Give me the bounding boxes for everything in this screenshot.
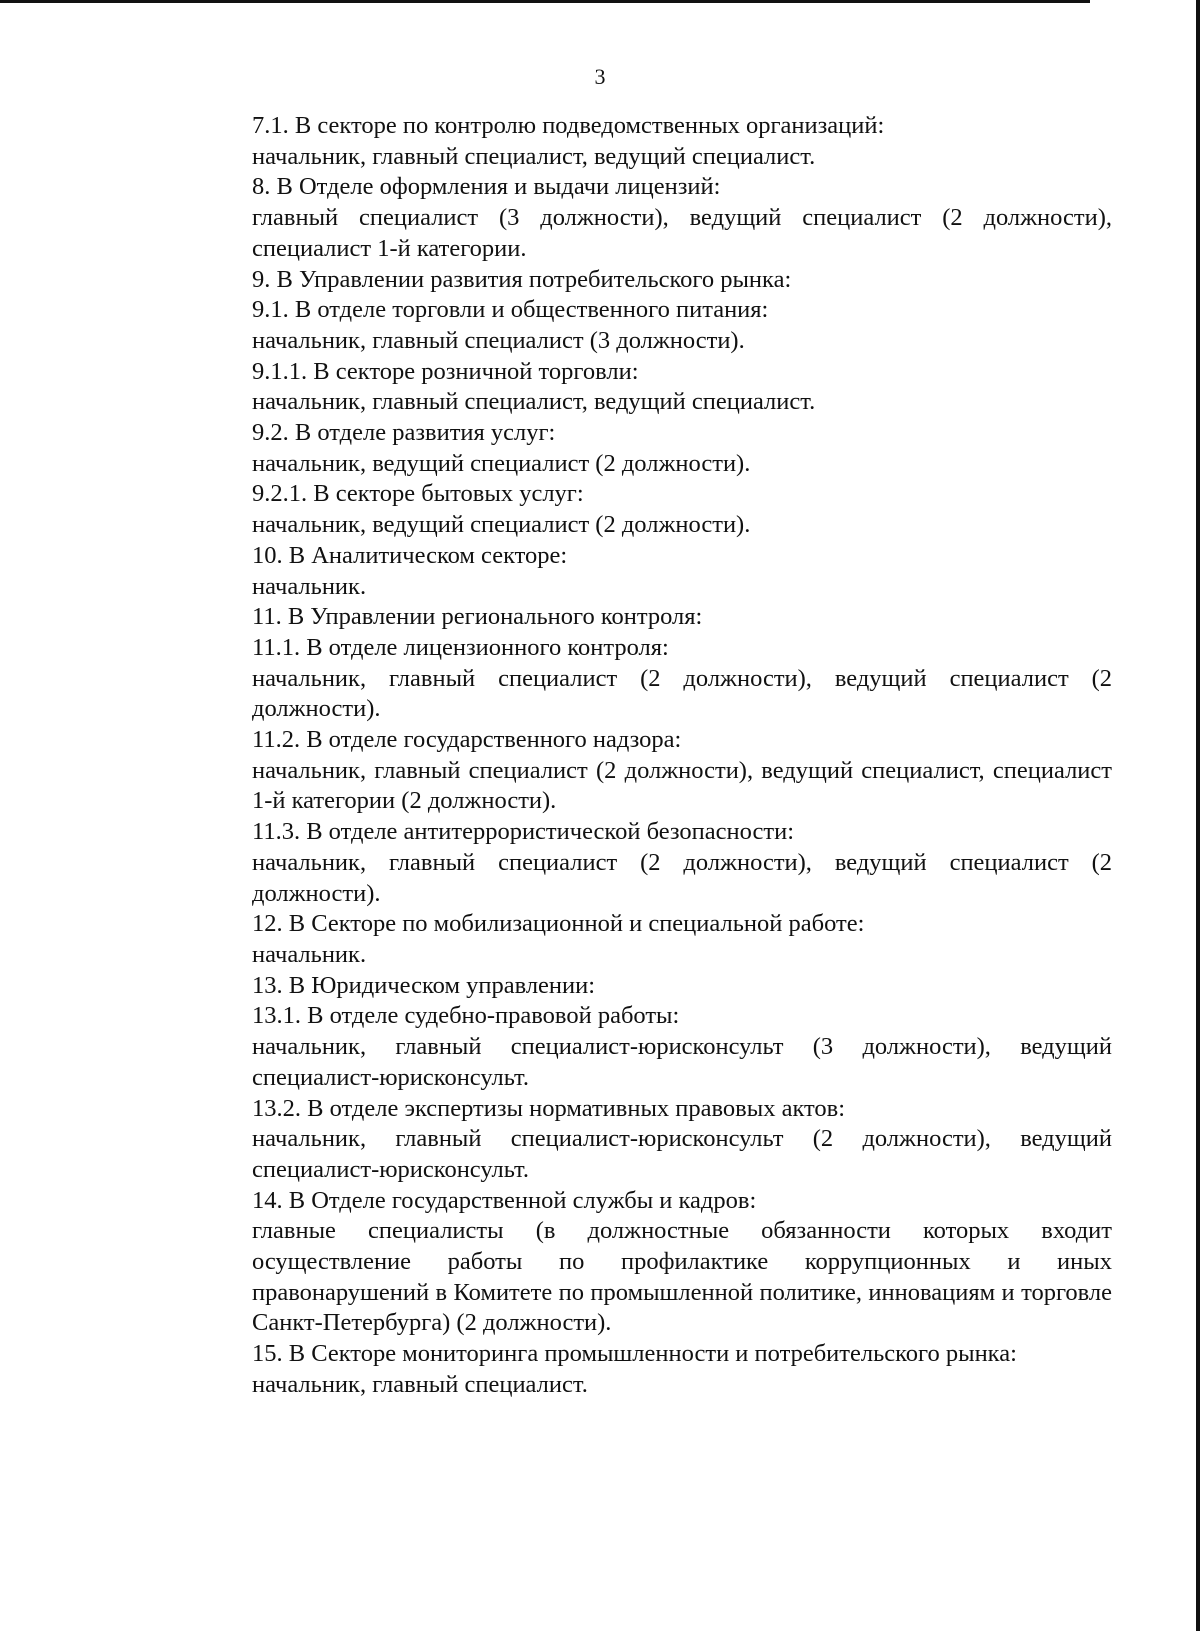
scan-edge-top (0, 0, 1090, 3)
paragraph-line: начальник, главный специалист, ведущий специалист. (252, 388, 816, 416)
paragraph-line: 9.2. В отделе развития услуг: (252, 419, 556, 447)
paragraph-line: 11.2. В отделе государственного надзора: (252, 726, 682, 754)
paragraph-line: 11.3. В отделе антитеррористической безопасности: (252, 818, 795, 846)
document-body (178, 111, 1112, 1401)
paragraph-line: 9. В Управлении развития потребительского рынка: (252, 265, 792, 293)
paragraph-line: 11. В Управлении регионального контроля: (252, 603, 703, 631)
paragraph-line: 13. В Юридическом управлении: (252, 971, 596, 999)
paragraph-line: 9.1. В отделе торговли и общественного питания: (252, 296, 769, 324)
paragraph-line: начальник, ведущий специалист (2 должности). (252, 511, 751, 539)
paragraph-line: начальник. (252, 572, 367, 600)
paragraph-line: 9.2.1. В секторе бытовых услуг: (252, 480, 584, 508)
paragraph-line: начальник, главный специалист-юрисконсульт (3 должности), ведущий специалист-юрисконсульт. (252, 1033, 1112, 1091)
paragraph-line: 13.1. В отделе судебно-правовой работы: (252, 1002, 680, 1030)
paragraph-line: начальник. (252, 940, 367, 968)
paragraph-line: 11.1. В отделе лицензионного контроля: (252, 633, 669, 661)
paragraph-line: 12. В Секторе по мобилизационной и специальной работе: (252, 910, 865, 938)
paragraph-line: начальник, главный специалист (2 должности), ведущий специалист (2 должности). (252, 664, 1112, 723)
paragraph-line: главный специалист (3 должности), ведущий специалист (2 должности), специалист 1-й категории. (252, 204, 1112, 262)
paragraph-line: главные специалисты (в должностные обязанности которых входит осуществление работы по профилактике коррупционных и иных правонарушений в Комитете по промышленной политике, инновациям и торговле Санкт-Петербурга) (2 должности). (252, 1217, 1112, 1337)
page-number: 3 (594, 64, 606, 89)
paragraph-line: начальник, главный специалист-юрисконсульт (2 должности), ведущий специалист-юрисконсульт. (252, 1125, 1112, 1183)
paragraph-line: начальник, ведущий специалист (2 должности). (252, 449, 751, 477)
paragraph-line: 7.1. В секторе по контролю подведомственных организаций: (252, 112, 885, 139)
paragraph-line: начальник, главный специалист, ведущий специалист. (252, 142, 816, 170)
paragraph-line: начальник, главный специалист (2 должности), ведущий специалист, специалист 1-й категории (2 должности). (252, 756, 1112, 815)
paragraph-line: 10. В Аналитическом секторе: (252, 541, 568, 569)
paragraph-line: начальник, главный специалист. (252, 1370, 588, 1398)
paragraph-line: 14. В Отделе государственной службы и кадров: (252, 1186, 757, 1214)
paragraph-line: 9.1.1. В секторе розничной торговли: (252, 357, 639, 385)
paragraph-line: 13.2. В отделе экспертизы нормативных правовых актов: (252, 1094, 846, 1122)
paragraph-line: 8. В Отделе оформления и выдачи лицензий: (252, 173, 721, 201)
paragraph-line: начальник, главный специалист (3 должности). (252, 326, 745, 354)
scan-edge-right (1196, 0, 1200, 1631)
paragraph-line: начальник, главный специалист (2 должности), ведущий специалист (2 должности). (252, 848, 1112, 907)
paragraph-line: 15. В Секторе мониторинга промышленности и потребительского рынка: (252, 1340, 1017, 1368)
